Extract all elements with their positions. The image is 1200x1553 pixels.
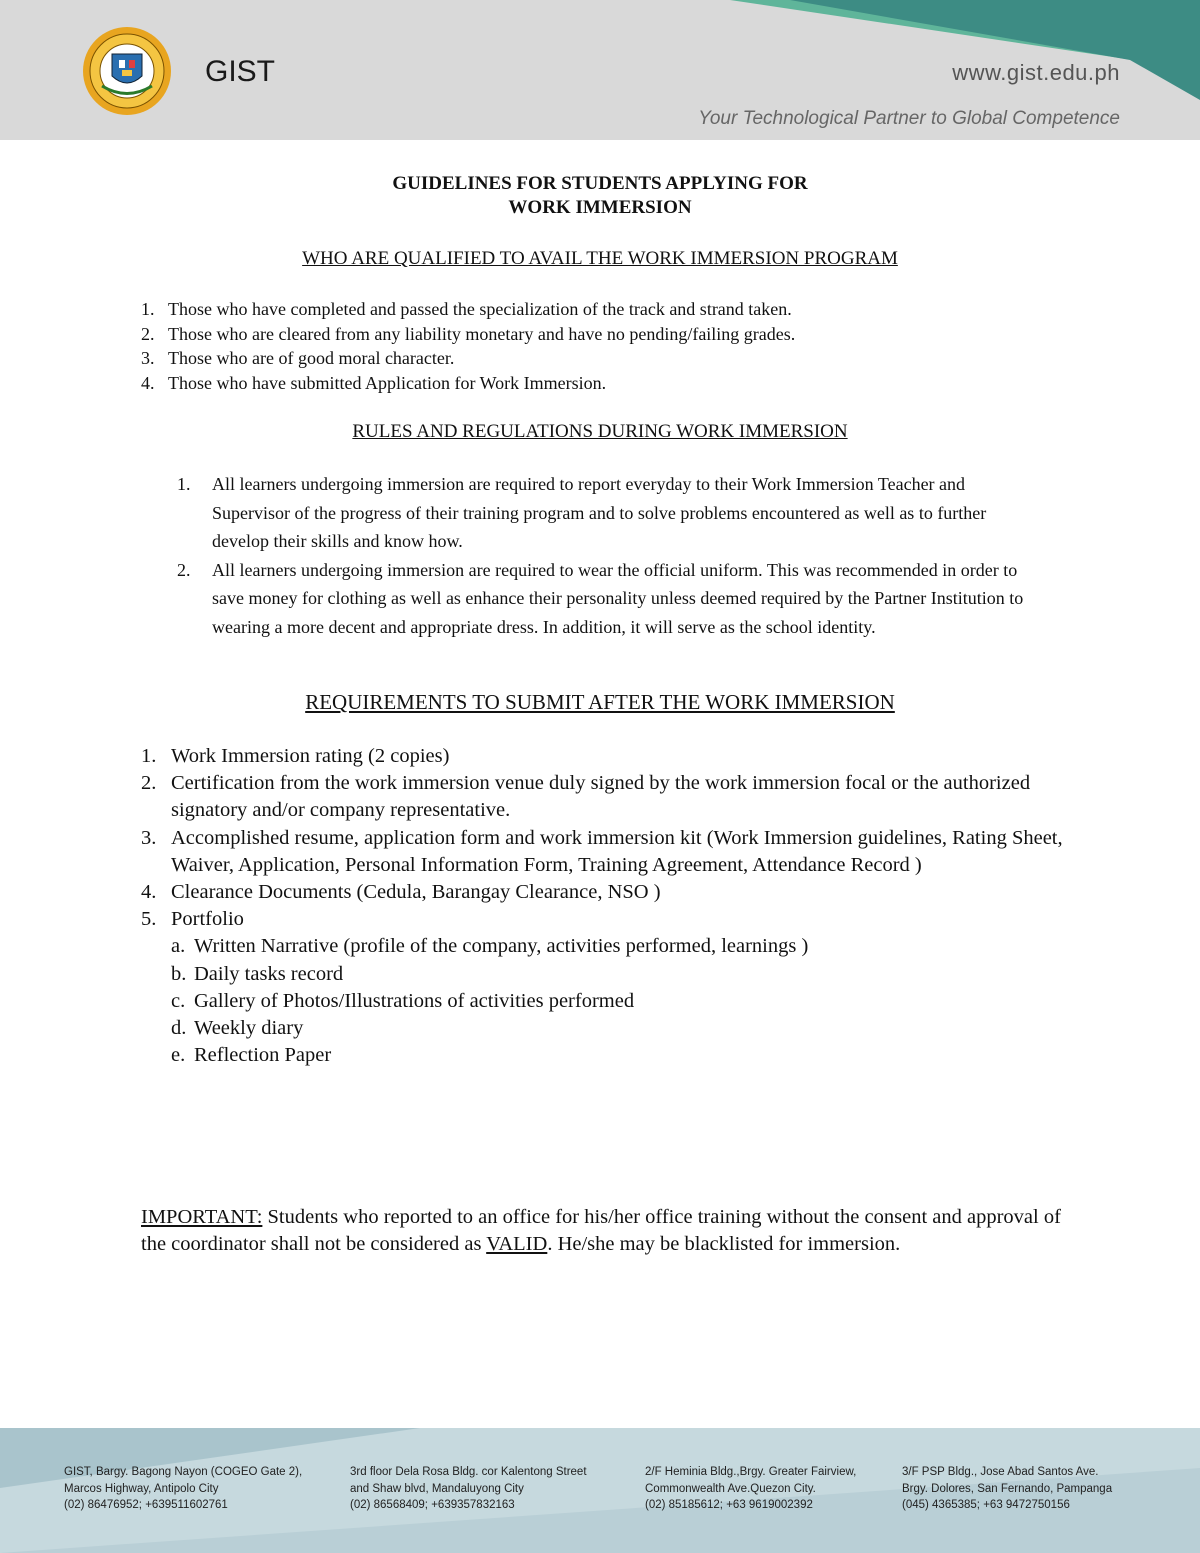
list-item xyxy=(141,322,795,347)
address-line: 3rd floor Dela Rosa Bldg. cor Kalentong Street xyxy=(350,1466,587,1478)
list-item xyxy=(141,371,795,396)
item-number: 4. xyxy=(141,881,157,904)
address-line: and Shaw blvd, Mandaluyong City xyxy=(350,1482,524,1495)
school-seal-icon xyxy=(82,26,172,116)
phone-line: (045) 4365385; +63 9472750156 xyxy=(902,1499,1070,1511)
qualified-list xyxy=(141,297,795,396)
item-number: 1. xyxy=(141,299,155,319)
item-text: All learners undergoing immersion are required to wear the official uniform. This was recommended in order to save money for clothing as well as enhance their personality unless deemed required by the Partner Institution to wearing a more decent and appropriate dress. In addition, it will serve as the school identity. xyxy=(212,559,1024,637)
item-number: 4. xyxy=(141,373,155,394)
address-line: Commonwealth Ave.Quezon City. xyxy=(645,1482,816,1495)
item-text: Reflection Paper xyxy=(194,1044,332,1067)
item-text: Written Narrative (profile of the company, activities performed, learnings ) xyxy=(194,935,809,958)
item-text: All learners undergoing immersion are required to report everyday to their Work Immersion Teacher and Supervisor of the progress of their training program and to solve problems encountered as well as to further develop their skills and know how. xyxy=(212,474,987,552)
list-item xyxy=(141,770,1081,824)
item-text: Daily tasks record xyxy=(194,962,344,985)
item-letter: d. xyxy=(171,1017,187,1040)
item-number: 3. xyxy=(141,826,157,849)
campus-address-quezon xyxy=(645,1464,856,1514)
page-footer xyxy=(0,1428,1200,1553)
item-text: Clearance Documents (Cedula, Barangay Clearance, NSO ) xyxy=(171,881,661,904)
section-heading-qualified: WHO ARE QUALIFIED TO AVAIL THE WORK IMMERSION PROGRAM xyxy=(302,248,898,269)
sublist-item xyxy=(171,1015,1081,1042)
sublist-item xyxy=(171,933,1081,960)
campus-address-mandaluyong xyxy=(350,1464,587,1514)
important-text-2: . He/she may be blacklisted for immersion. xyxy=(547,1233,901,1256)
campus-address-pampanga xyxy=(902,1464,1112,1514)
item-text: Those who have submitted Application for Work Immersion. xyxy=(168,373,607,394)
important-note xyxy=(141,1204,1081,1258)
list-item xyxy=(141,297,795,322)
valid-word: VALID xyxy=(486,1233,548,1256)
sublist-item xyxy=(171,1042,1081,1069)
item-text: Work Immersion rating (2 copies) xyxy=(171,745,450,767)
document-title-line1: GUIDELINES FOR STUDENTS APPLYING FOR xyxy=(392,173,808,194)
item-number: 1. xyxy=(177,474,191,494)
item-letter: a. xyxy=(171,935,186,958)
org-name: GIST xyxy=(205,55,276,88)
item-number: 5. xyxy=(141,908,157,931)
important-text-1: Students who reported to an office for his/her office training without the consent and approval of the coordinator shall not be considered as xyxy=(141,1206,1061,1256)
address-line: 2/F Heminia Bldg.,Brgy. Greater Fairview, xyxy=(645,1466,857,1478)
list-item xyxy=(141,906,1081,1069)
item-letter: b. xyxy=(171,962,187,985)
website-url[interactable]: www.gist.edu.ph xyxy=(952,60,1120,85)
list-item xyxy=(177,556,1037,642)
list-item xyxy=(177,470,1037,556)
section-heading-requirements: REQUIREMENTS TO SUBMIT AFTER THE WORK IMMERSION xyxy=(305,690,895,714)
section-heading-rules: RULES AND REGULATIONS DURING WORK IMMERSION xyxy=(352,421,848,442)
list-item xyxy=(141,743,1081,770)
address-line: Marcos Highway, Antipolo City xyxy=(64,1482,219,1495)
campus-address-antipolo xyxy=(64,1464,302,1514)
item-text: Gallery of Photos/Illustrations of activities performed xyxy=(194,989,635,1012)
document-title-line2: WORK IMMERSION xyxy=(508,197,692,218)
item-text: Accomplished resume, application form and work immersion kit (Work Immersion guidelines, Rating Sheet, Waiver, Application, Personal Information Form, Training Agreement, Attendance Record ) xyxy=(171,826,1063,876)
important-label: IMPORTANT: xyxy=(141,1206,263,1228)
item-text: Those who are of good moral character. xyxy=(168,348,455,369)
item-text: Those who have completed and passed the specialization of the track and strand taken. xyxy=(168,299,792,319)
item-text: Certification from the work immersion venue duly signed by the work immersion focal or the authorized signatory and/or company representative. xyxy=(171,772,1031,822)
address-line: Brgy. Dolores, San Fernando, Pampanga xyxy=(902,1482,1113,1495)
phone-line: (02) 86476952; +639511602761 xyxy=(64,1499,228,1511)
item-number: 3. xyxy=(141,348,155,369)
item-text: Those who are cleared from any liability monetary and have no pending/failing grades. xyxy=(168,323,796,344)
requirements-list xyxy=(141,743,1081,1069)
item-number: 2. xyxy=(141,323,155,344)
sublist-item xyxy=(171,988,1081,1015)
sublist-item xyxy=(171,961,1081,988)
tagline: Your Technological Partner to Global Competence xyxy=(698,108,1120,129)
list-item xyxy=(141,879,1081,906)
item-text: Portfolio xyxy=(171,908,244,931)
item-number: 2. xyxy=(177,559,191,580)
phone-line: (02) 85185612; +63 9619002392 xyxy=(645,1499,813,1511)
rules-list xyxy=(177,470,1037,642)
address-line: 3/F PSP Bldg., Jose Abad Santos Ave. xyxy=(902,1466,1099,1478)
address-line: GIST, Bargy. Bagong Nayon (COGEO Gate 2), xyxy=(64,1466,303,1478)
page-header xyxy=(0,0,1200,140)
list-item xyxy=(141,825,1081,879)
item-number: 1. xyxy=(141,745,157,767)
list-item xyxy=(141,346,795,371)
portfolio-sublist xyxy=(171,933,1081,1069)
item-letter: c. xyxy=(171,989,186,1012)
item-letter: e. xyxy=(171,1044,186,1067)
phone-line: (02) 86568409; +639357832163 xyxy=(350,1499,515,1511)
item-number: 2. xyxy=(141,772,157,795)
item-text: Weekly diary xyxy=(194,1017,304,1040)
